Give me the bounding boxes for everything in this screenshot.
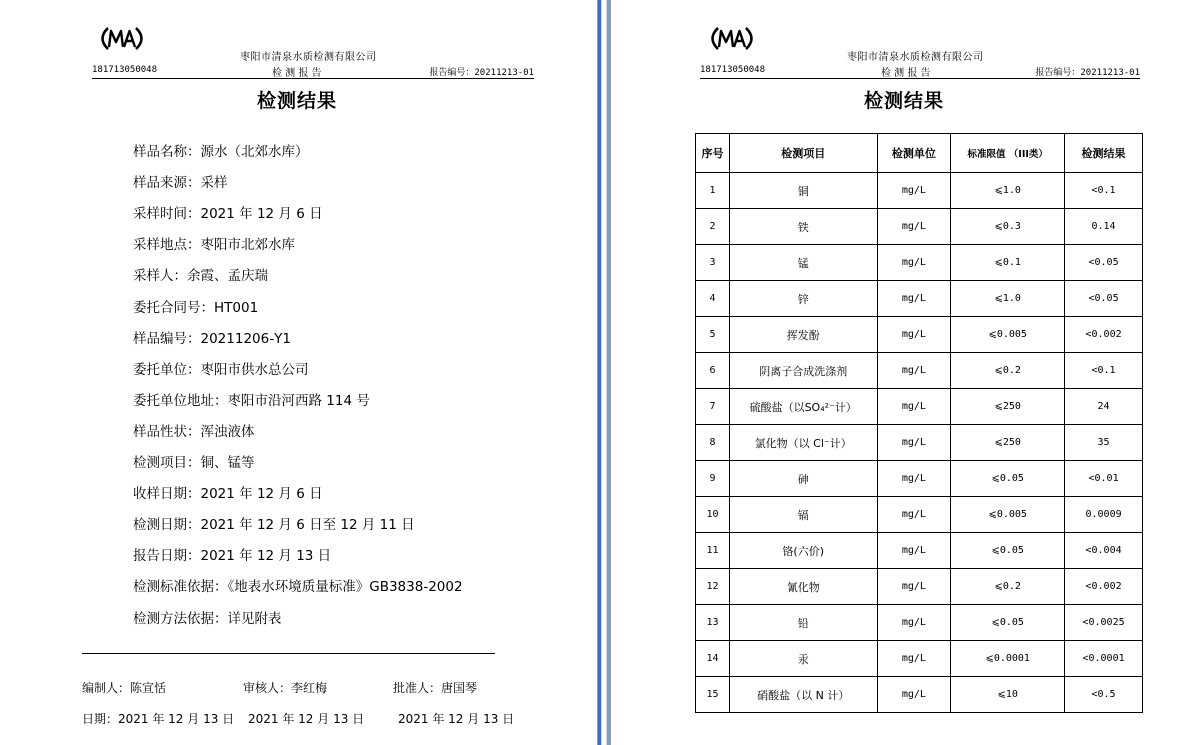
cell-no: 4	[696, 281, 730, 317]
approver-signature: 批准人：唐国琴	[393, 681, 478, 695]
cell-unit: mg/L	[877, 461, 951, 497]
compiler-signature: 编制人：陈宣恬	[82, 681, 167, 695]
cell-no: 7	[696, 389, 730, 425]
cell-item: 锌	[729, 281, 877, 317]
cell-result: 0.14	[1065, 209, 1143, 245]
cell-result: <0.05	[1065, 245, 1143, 281]
cell-result: <0.01	[1065, 461, 1143, 497]
table-row	[696, 461, 1143, 497]
cell-unit: mg/L	[877, 425, 951, 461]
sample-info-field: 检测标准依据：《地表水环境质量标准》GB3838-2002	[133, 579, 463, 596]
cell-limit: ⩽250	[951, 425, 1065, 461]
cell-item: 砷	[729, 461, 877, 497]
doc-type: 检 测 报 告	[881, 68, 931, 79]
cma-logo-icon	[706, 26, 758, 51]
page-title: 检测结果	[257, 90, 338, 112]
cell-limit: ⩽1.0	[951, 281, 1065, 317]
cell-no: 11	[696, 533, 730, 569]
cell-unit: mg/L	[877, 497, 951, 533]
header-unit: 检测单位	[877, 134, 951, 173]
sample-info-field: 检测日期：2021 年 12 月 6 日至 12 月 11 日	[133, 517, 415, 534]
sample-info-field: 检测方法依据：详见附表	[133, 610, 282, 627]
cell-no: 5	[696, 317, 730, 353]
cell-unit: mg/L	[877, 173, 951, 209]
table-row	[696, 641, 1143, 677]
cell-result: <0.0001	[1065, 641, 1143, 677]
cell-item: 挥发酚	[729, 317, 877, 353]
table-row	[696, 389, 1143, 425]
cell-unit: mg/L	[877, 533, 951, 569]
sample-info-field: 检测项目：铜、锰等	[133, 455, 255, 471]
cell-item: 铜	[729, 173, 877, 209]
cell-item: 氰化物	[729, 569, 877, 605]
cell-no: 13	[696, 605, 730, 641]
sample-info-field: 报告日期：2021 年 12 月 13 日	[133, 548, 332, 565]
cell-limit: ⩽10	[951, 677, 1065, 713]
cert-number: 181713050048	[700, 65, 766, 75]
cell-unit: mg/L	[877, 317, 951, 353]
cell-no: 15	[696, 677, 730, 713]
sample-info-field: 样品来源：采样	[133, 175, 228, 192]
cell-unit: mg/L	[877, 245, 951, 281]
cell-item: 锰	[729, 245, 877, 281]
cert-number: 181713050048	[92, 65, 158, 75]
cell-limit: ⩽0.1	[951, 245, 1065, 281]
cell-result: <0.5	[1065, 677, 1143, 713]
sample-info-field: 样品编号：20211206-Y1	[133, 330, 291, 347]
cell-result: <0.002	[1065, 317, 1143, 353]
cell-unit: mg/L	[877, 677, 951, 713]
cell-item: 汞	[729, 641, 877, 677]
cell-item: 硝酸盐（以 N 计）	[729, 677, 877, 713]
company-name: 枣阳市清泉水质检测有限公司	[240, 52, 377, 63]
report-page-left	[0, 0, 597, 745]
cell-result: <0.05	[1065, 281, 1143, 317]
table-row	[696, 677, 1143, 713]
table-body	[696, 173, 1143, 713]
sample-info-field: 收样日期：2021 年 12 月 6 日	[133, 486, 323, 503]
cell-unit: mg/L	[877, 641, 951, 677]
cell-limit: ⩽0.0001	[951, 641, 1065, 677]
cell-unit: mg/L	[877, 389, 951, 425]
cell-limit: ⩽0.3	[951, 209, 1065, 245]
cell-unit: mg/L	[877, 209, 951, 245]
header-no: 序号	[696, 134, 730, 173]
reviewer-date: 2021 年 12 月 13 日	[248, 712, 365, 726]
cell-result: <0.1	[1065, 353, 1143, 389]
cell-item: 阴离子合成洗涤剂	[729, 353, 877, 389]
cell-no: 8	[696, 425, 730, 461]
table-row	[696, 245, 1143, 281]
table-row	[696, 209, 1143, 245]
cell-unit: mg/L	[877, 353, 951, 389]
sample-info-field: 委托单位：枣阳市供水总公司	[133, 361, 309, 378]
report-number: 报告编号：20211213-01	[429, 68, 534, 78]
cell-no: 12	[696, 569, 730, 605]
cell-no: 2	[696, 209, 730, 245]
cell-item: 镉	[729, 497, 877, 533]
cell-limit: ⩽0.05	[951, 461, 1065, 497]
table-row	[696, 497, 1143, 533]
cell-item: 铁	[729, 209, 877, 245]
table-row	[696, 605, 1143, 641]
table-row	[696, 425, 1143, 461]
table-header-row	[696, 134, 1143, 173]
report-page-right	[611, 0, 1204, 745]
table-row	[696, 353, 1143, 389]
cell-no: 10	[696, 497, 730, 533]
report-header-line	[92, 64, 534, 79]
cell-limit: ⩽0.005	[951, 497, 1065, 533]
report-number: 报告编号：20211213-01	[1035, 68, 1140, 78]
cell-unit: mg/L	[877, 281, 951, 317]
header-item: 检测项目	[729, 134, 877, 173]
cell-unit: mg/L	[877, 569, 951, 605]
results-table	[695, 133, 1143, 713]
table-row	[696, 533, 1143, 569]
cell-unit: mg/L	[877, 605, 951, 641]
cell-no: 1	[696, 173, 730, 209]
cell-limit: ⩽1.0	[951, 173, 1065, 209]
cell-result: 35	[1065, 425, 1143, 461]
cell-result: <0.004	[1065, 533, 1143, 569]
cell-limit: ⩽0.2	[951, 353, 1065, 389]
page-title: 检测结果	[864, 90, 945, 112]
table-row	[696, 281, 1143, 317]
cell-no: 3	[696, 245, 730, 281]
cell-limit: ⩽0.05	[951, 533, 1065, 569]
doc-type: 检 测 报 告	[272, 68, 322, 79]
cell-no: 14	[696, 641, 730, 677]
cell-item: 硫酸盐（以SO₄²⁻计）	[729, 389, 877, 425]
sample-info-field: 采样人：余霞、孟庆瑞	[133, 268, 268, 285]
header-limit: 标准限值 （III类）	[951, 134, 1065, 173]
cell-result: <0.0025	[1065, 605, 1143, 641]
cell-limit: ⩽250	[951, 389, 1065, 425]
company-name: 枣阳市清泉水质检测有限公司	[847, 52, 984, 63]
cell-item: 铬(六价)	[729, 533, 877, 569]
cell-result: 0.0009	[1065, 497, 1143, 533]
reviewer-signature: 审核人：李红梅	[243, 681, 328, 695]
sample-info-field: 采样地点：枣阳市北郊水库	[133, 237, 295, 254]
cell-item: 铅	[729, 605, 877, 641]
compiler-date: 日期：2021 年 12 月 13 日	[82, 712, 235, 726]
table-row	[696, 173, 1143, 209]
cell-result: <0.002	[1065, 569, 1143, 605]
cell-item: 氯化物（以 Cl⁻计）	[729, 425, 877, 461]
table-row	[696, 317, 1143, 353]
sample-info-field: 委托单位地址：枣阳市沿河西路 114 号	[133, 392, 370, 409]
cell-limit: ⩽0.2	[951, 569, 1065, 605]
sample-info-field: 采样时间：2021 年 12 月 6 日	[133, 206, 323, 223]
header-result: 检测结果	[1065, 134, 1143, 173]
table-row	[696, 569, 1143, 605]
cell-limit: ⩽0.05	[951, 605, 1065, 641]
sample-info-field: 样品名称：源水（北郊水库）	[133, 144, 309, 160]
cell-limit: ⩽0.005	[951, 317, 1065, 353]
cell-no: 9	[696, 461, 730, 497]
cma-logo-icon	[96, 26, 148, 51]
cell-no: 6	[696, 353, 730, 389]
sample-info-field: 委托合同号：HT001	[133, 299, 259, 316]
sample-info-field: 样品性状：浑浊液体	[133, 423, 255, 440]
approver-date: 2021 年 12 月 13 日	[398, 712, 515, 726]
report-header-line	[700, 64, 1140, 79]
page-separator	[597, 0, 611, 745]
cell-result: <0.1	[1065, 173, 1143, 209]
cell-result: 24	[1065, 389, 1143, 425]
divider	[82, 653, 495, 654]
